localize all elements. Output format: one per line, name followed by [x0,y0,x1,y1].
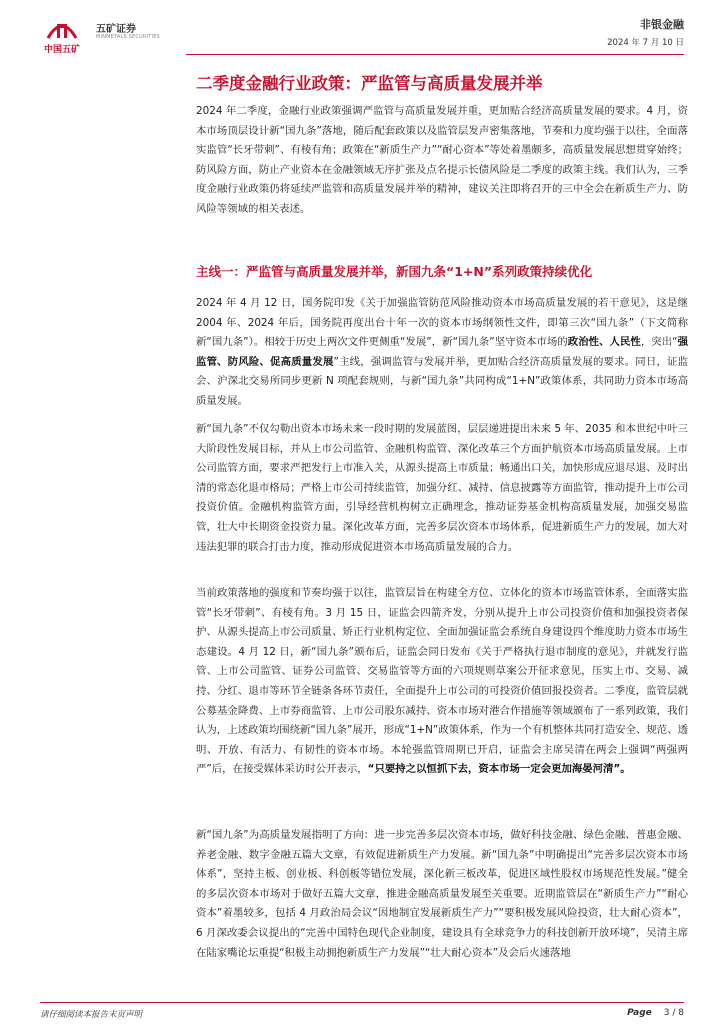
emphasis-text: “只要持之以恒抓下去，资本市场一定会更加海晏河清”。 [367,763,631,776]
logo-brand-text: 五矿证券 [96,24,136,35]
body-paragraph-regulation [196,584,688,780]
page-title: 二季度金融行业政策：严监管与高质量发展并举 [196,74,543,93]
section-title: 主线一：严监管与高质量发展并举，新国九条“1+N”系列政策持续优化 [196,264,593,279]
report-category: 非银金融 [640,18,684,31]
footer-divider [40,1002,684,1003]
page-label: Page [627,1008,652,1018]
intro-paragraph: 2024 年二季度，金融行业政策强调严监管与高质量发展并重，更加贴合经济高质量发展的要求。4 月，资本市场顶层设计新“国九条”落地，随后配套政策以及监管层发声密集落地，节奏和力度均强于以往，全面落实监管“长牙带刺”、有棱有角；政策在“新质生产力”“耐心资本”等处着墨颇多，高质量发展思想贯穿始终；防风险方面，防止产业资本在金融领域无序扩张及点名提示长债风险是二季度的政策主线。我们认为，三季度金融行业政策仍将延续严监管和高质量发展并举的精神，建议关注即将召开的三中全会在新质生产力、防风险等领域的相关表述。 [196,105,688,215]
page-count: 3 / 8 [663,1008,684,1018]
emphasis-text: 政治性、人民性 [567,336,641,349]
paragraph-text: 2024 年 4 月 12 日，国务院印发《关于加强监管防范风险推动资本市场高质量发展的若干意见》，这是继 2004 年、2024 年后，国务院再度出台十年一次的资本市场纲领性文件，即第三次“国九条”（下文简称新“国九条”）。相较于历史上两次文件更侧重“发展”，新“国九条”坚守资本市场的 [196,297,688,349]
page-number [627,1008,684,1018]
body-paragraph-blueprint: 新“国九条”不仅勾勒出资本市场未来一段时期的发展蓝图，层层递进提出未来 5 年、2035 和本世纪中叶三大阶段性发展目标，并从上市公司监管、金融机构监管、深化改革三个方面护航资本市场高质量发展。上市公司监管方面，要求严把发行上市准入关，从源头提高上市质量；畅通出口关，加快形成应退尽退、及时出清的常态化退市格局；严格上市公司持续监管，加强分红、减持、信息披露等方面监管，推动提升上市公司投资价值。金融机构监管方面，引导经营机构树立正确理念，推动证券基金机构高质量发展，加强交易监管，壮大中长期资金投资力量。深化改革方面，完善多层次资本市场体系，促进新质生产力的发展，加大对违法犯罪的联合打击力度，推动形成促进资本市场高质量发展的合力。 [196,423,688,553]
body-paragraph-direction: 新“国九条”为高质量发展指明了方向：进一步完善多层次资本市场，做好科技金融、绿色金融、普惠金融、养老金融、数字金融五篇大文章，有效促进新质生产力发展。新“国九条”中明确提出“完善多层次资本市场体系”，坚持主板、创业板、科创板等错位发展，深化新三板改革，促进区域性股权市场规范性发展。”健全的多层次资本市场对于做好五篇大文章，推进金融高质量发展至关重要。近期监管层在“新质生产力”“耐心资本”着墨较多，包括 4 月政治局会议“因地制宜发展新质生产力”“要积极发展风险投资，壮大耐心资本”，6 月深改委会议提出的“完善中国特色现代企业制度，建设具有全球竞争力的科技创新开放环境”，吴清主席在陆家嘴论坛重提“积极主动拥抱新质生产力发展”“壮大耐心资本”及会后火速落地 [196,829,688,959]
emphasis-text: 强监管、防风险、促高质量发展 [196,336,688,368]
footer-disclaimer: 请仔细阅读本报告末页声明 [40,1010,143,1020]
paragraph-text: 当前政策落地的强度和节奏均强于以往，监管层旨在构建全方位、立体化的资本市场监管体系，全面落实监管“长牙带刺”、有棱有角。3 月 15 日，证监会四箭齐发，分别从提升上市公司投资价值和加强投资者保护、从源头提高上市公司质量、矫正行业机构定位、全面加强证监会系统自身建设四个维度助力资本市场生态建设。4 月 12 日，新“国九条”颁布后，证监会同日发布《关于严格执行退市制度的意见》，并就发行监管、上市公司监管、证券公司监管、交易监管等方面的六项规则草案公开征求意见，压实上市、交易、减持、分红、退市等环节全链条各环节责任，全面提升上市公司的可投资价值回报投资者。二季度，监管层就公募基金降费、上市券商监管、上市公司股东减持、资本市场对港合作措施等领域颁布了一系列政策，我们认为，上述政策均围绕新“国九条”展开，形成“1+N”政策体系，作为一个有机整体共同打造安全、规范、透明、开放、有活力、有韧性的资本市场。本轮强监管周期已开启，证监会主席吴清在两会上强调“两强两严”后，在接受媒体采访时公开表示， [196,587,688,776]
body-paragraph-guojiutiao [196,294,688,412]
logo-brand-subtext: MINMETALS SECURITIES [96,34,160,40]
paragraph-text: ，突出“ [640,336,678,349]
report-date: 2024 年 7 月 10 日 [607,38,684,48]
header-divider [186,54,684,55]
paragraph-text: ”主线，强调监管与发展并举，更加贴合经济高质量发展的要求。同日，证监会、沪深北交易所同步更新 N 项配套规则，与新“国九条”共同构成“1+N”政策体系，共同助力资本市场高质量发展。 [196,355,689,407]
page-header [0,0,724,60]
logo-main-text: 中国五矿 [44,45,81,55]
minmetals-logo-icon [44,16,80,40]
